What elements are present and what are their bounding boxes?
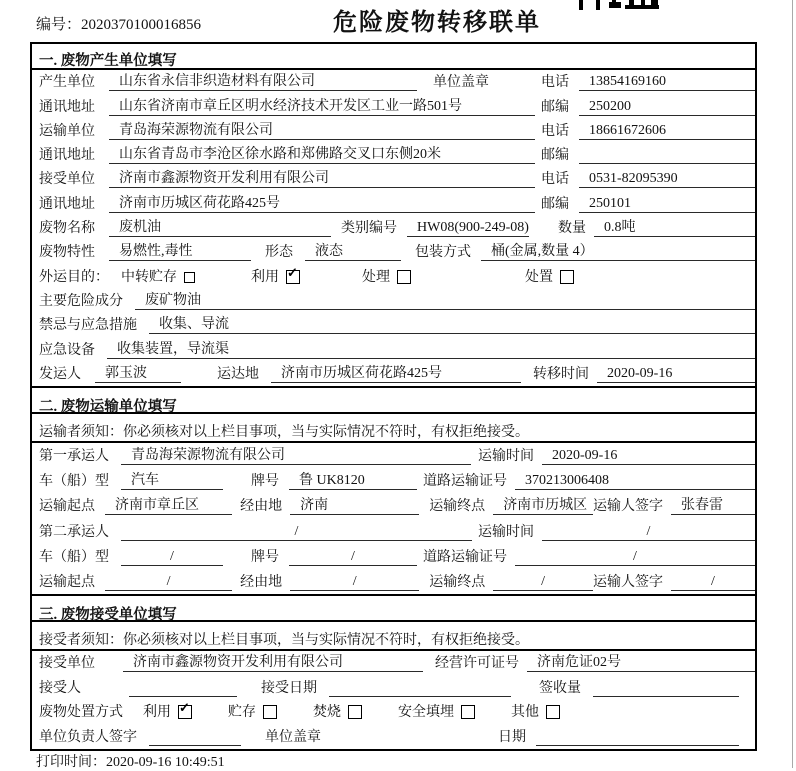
transporter-phone-value: 18661672606 <box>579 123 755 140</box>
accept-date-label: 接受日期 <box>261 680 317 696</box>
equipment-label: 应急设备 <box>39 342 95 358</box>
checkbox-icon <box>461 705 475 719</box>
disposal-option-landfill: 安全填埋 <box>398 705 454 721</box>
row-waste-name <box>32 216 755 240</box>
checkbox-icon <box>546 705 560 719</box>
purpose-option-utilize: 利用 <box>251 269 279 285</box>
transporter-zip-value <box>579 163 755 164</box>
origin2-value: / <box>105 574 232 591</box>
transporter-label: 运输单位 <box>39 123 95 139</box>
producer-phone-value: 13854169160 <box>579 74 755 91</box>
via2-label: 经由地 <box>240 574 283 590</box>
row-transporter <box>32 119 755 143</box>
producer-label: 产生单位 <box>39 75 95 91</box>
print-time-value: 2020-09-16 10:49:51 <box>106 755 225 770</box>
receiver-value: 济南市鑫源物资开发利用有限公司 <box>109 167 535 188</box>
waste-name-label: 废物名称 <box>39 221 95 237</box>
producer-address-label: 通讯地址 <box>39 99 95 115</box>
producer-value: 山东省永信非织造材料有限公司 <box>109 70 417 91</box>
receiver-label: 接受单位 <box>39 172 95 188</box>
document-number-value: 2020370100016856 <box>81 17 202 33</box>
accept-unit-label: 接受单位 <box>39 656 95 672</box>
receiver-phone-value: 0531-82095390 <box>579 171 755 188</box>
print-time <box>36 751 225 771</box>
end1-value: 济南市历城区 <box>493 494 593 515</box>
waste-category-value: HW08(900-249-08) <box>407 220 529 237</box>
transporter-notice: 运输者须知：你必须核对以上栏目事项，当与实际情况不符时，有权拒绝接受。 <box>32 414 755 443</box>
responsible-sign-value <box>149 745 241 746</box>
license-value: 济南危证02号 <box>527 651 755 672</box>
transporter-phone-label: 电话 <box>541 123 569 139</box>
destination-label: 运达地 <box>217 366 259 382</box>
checkbox-icon <box>560 270 574 284</box>
row-route2 <box>32 569 755 594</box>
transporter-address-value: 山东省青岛市李沧区徐水路和郑佛路交叉口东侧20米 <box>109 143 535 164</box>
waste-form-value: 液态 <box>305 240 401 261</box>
checkbox-checked-icon <box>178 705 192 719</box>
row-vehicle2 <box>32 544 755 569</box>
receiver-zip-value: 250101 <box>579 196 755 213</box>
checkbox-icon <box>263 705 277 719</box>
checkbox-icon <box>348 705 362 719</box>
row-emergency-equipment <box>32 337 755 361</box>
waste-qty-label: 数量 <box>558 221 586 237</box>
disposal-option-incinerate: 焚烧 <box>313 705 341 721</box>
receiver-phone-label: 电话 <box>541 172 569 188</box>
plate1-label: 牌号 <box>251 474 279 490</box>
waste-name-value: 废机油 <box>109 216 331 237</box>
origin1-value: 济南市章丘区 <box>105 494 232 515</box>
taboo-label: 禁忌与应急措施 <box>39 318 137 334</box>
row-hazard-components <box>32 289 755 313</box>
carrier2-label: 第二承运人 <box>39 524 109 540</box>
disposal-option-utilize: 利用 <box>143 705 171 721</box>
sign2-label: 运输人签字 <box>593 574 663 590</box>
row-receiver <box>32 167 755 191</box>
end2-label: 运输终点 <box>429 574 486 590</box>
section3-header: 三. 废物接受单位填写 <box>32 594 755 622</box>
row-taboo-measures <box>32 313 755 337</box>
end2-value: / <box>493 574 593 591</box>
row-route1 <box>32 493 755 518</box>
permit2-value: / <box>515 549 755 566</box>
receiver-address-value: 济南市历城区荷花路425号 <box>109 192 535 213</box>
vehicle1-value: 汽车 <box>121 469 223 490</box>
sign-date-value <box>536 745 739 746</box>
waste-category-label: 类别编号 <box>341 221 397 237</box>
row-accept-unit <box>32 651 755 676</box>
waste-traits-value: 易燃性,毒性 <box>109 240 251 261</box>
plate1-value: 鲁 UK8120 <box>289 469 417 490</box>
disposal-label: 废物处置方式 <box>39 705 123 721</box>
purpose-option-transfer-storage: 中转贮存 <box>121 269 177 285</box>
receiver-notice: 接受者须知：你必须核对以上栏目事项，当与实际情况不符时，有权拒绝接受。 <box>32 622 755 651</box>
manifest-form <box>30 42 757 751</box>
carrier1-time-value: 2020-09-16 <box>542 448 755 465</box>
disposal-option-store: 贮存 <box>228 705 256 721</box>
dispatcher-label: 发运人 <box>39 366 81 382</box>
page-scan-edge <box>792 0 793 768</box>
purpose-option-treat: 处理 <box>362 269 390 285</box>
row-dispatch <box>32 362 755 386</box>
vehicle1-label: 车（船）型 <box>39 474 109 490</box>
origin1-label: 运输起点 <box>39 499 95 515</box>
license-label: 经营许可证号 <box>435 656 519 672</box>
receiver-address-label: 通讯地址 <box>39 196 95 212</box>
hazard-value: 废矿物油 <box>135 289 755 310</box>
received-qty-value <box>593 696 739 697</box>
carrier2-time-label: 运输时间 <box>478 524 534 540</box>
row-carrier2 <box>32 518 755 543</box>
transfer-time-label: 转移时间 <box>533 366 589 382</box>
via2-value: / <box>290 574 419 591</box>
producer-phone-label: 电话 <box>541 75 569 91</box>
permit2-label: 道路运输证号 <box>423 549 507 565</box>
transfer-time-value: 2020-09-16 <box>597 366 755 383</box>
row-vehicle1 <box>32 468 755 493</box>
dispatcher-value: 郭玉波 <box>95 362 181 383</box>
plate2-value: / <box>289 549 417 566</box>
via1-label: 经由地 <box>240 499 283 515</box>
clipped-stamp-icon <box>577 0 661 10</box>
permit1-label: 道路运输证号 <box>423 474 507 490</box>
carrier1-time-label: 运输时间 <box>478 449 534 465</box>
carrier1-label: 第一承运人 <box>39 449 109 465</box>
unit-seal-label: 单位盖章 <box>265 729 321 745</box>
waste-form-label: 形态 <box>265 245 293 261</box>
vehicle2-value: / <box>121 549 223 566</box>
carrier2-time-value: / <box>542 524 755 541</box>
purpose-label: 外运目的： <box>39 269 109 285</box>
sign2-value: / <box>671 574 755 591</box>
row-transporter-address <box>32 143 755 167</box>
row-receiver-address <box>32 191 755 215</box>
sign1-label: 运输人签字 <box>593 499 663 515</box>
row-transfer-purpose <box>32 264 755 288</box>
transporter-value: 青岛海荣源物流有限公司 <box>109 119 535 140</box>
row-responsible-sign <box>32 724 755 749</box>
carrier1-value: 青岛海荣源物流有限公司 <box>121 444 471 465</box>
destination-value: 济南市历城区荷花路425号 <box>271 362 521 383</box>
row-producer <box>32 70 755 94</box>
end1-label: 运输终点 <box>429 499 486 515</box>
accept-person-value <box>129 696 237 697</box>
transporter-address-label: 通讯地址 <box>39 148 95 164</box>
packaging-value: 桶(金属,数量 4） <box>481 240 755 261</box>
row-disposal-method <box>32 700 755 725</box>
producer-zip-label: 邮编 <box>541 99 569 115</box>
document-number <box>36 13 201 34</box>
taboo-value: 收集、导流 <box>149 313 755 334</box>
accept-date-value <box>329 696 511 697</box>
row-carrier1 <box>32 443 755 468</box>
page-title: 危险废物转移联单 <box>333 10 541 36</box>
section1-header: 一. 废物产生单位填写 <box>32 44 755 70</box>
origin2-label: 运输起点 <box>39 574 95 590</box>
via1-value: 济南 <box>290 494 419 515</box>
receiver-zip-label: 邮编 <box>541 196 569 212</box>
row-accept-person <box>32 675 755 700</box>
producer-seal-label: 单位盖章 <box>433 75 489 91</box>
document-number-label: 编号： <box>36 17 82 33</box>
producer-address-value: 山东省济南市章丘区明水经济技术开发区工业一路501号 <box>109 95 535 116</box>
equipment-value: 收集装置，导流渠 <box>107 338 755 359</box>
checkbox-icon <box>184 272 195 283</box>
received-qty-label: 签收量 <box>539 680 581 696</box>
checkbox-icon <box>397 270 411 284</box>
plate2-label: 牌号 <box>251 549 279 565</box>
sign-date-label: 日期 <box>498 729 526 745</box>
carrier2-value: / <box>121 524 472 541</box>
accept-unit-value: 济南市鑫源物资开发利用有限公司 <box>123 651 423 672</box>
hazard-label: 主要危险成分 <box>39 293 123 309</box>
transporter-zip-label: 邮编 <box>541 148 569 164</box>
print-time-label: 打印时间： <box>36 755 106 770</box>
disposal-option-other: 其他 <box>511 705 539 721</box>
accept-person-label: 接受人 <box>39 680 81 696</box>
waste-qty-value: 0.8吨 <box>594 216 755 237</box>
waste-traits-label: 废物特性 <box>39 245 95 261</box>
purpose-option-dispose: 处置 <box>525 269 553 285</box>
section2-header: 二. 废物运输单位填写 <box>32 386 755 414</box>
responsible-sign-label: 单位负责人签字 <box>39 729 137 745</box>
row-waste-traits <box>32 240 755 264</box>
checkbox-checked-icon <box>286 270 300 284</box>
sign1-value: 张春雷 <box>671 494 755 515</box>
producer-zip-value: 250200 <box>579 99 755 116</box>
row-producer-address <box>32 94 755 118</box>
packaging-label: 包装方式 <box>415 245 471 261</box>
vehicle2-label: 车（船）型 <box>39 549 109 565</box>
permit1-value: 370213006408 <box>515 473 755 490</box>
